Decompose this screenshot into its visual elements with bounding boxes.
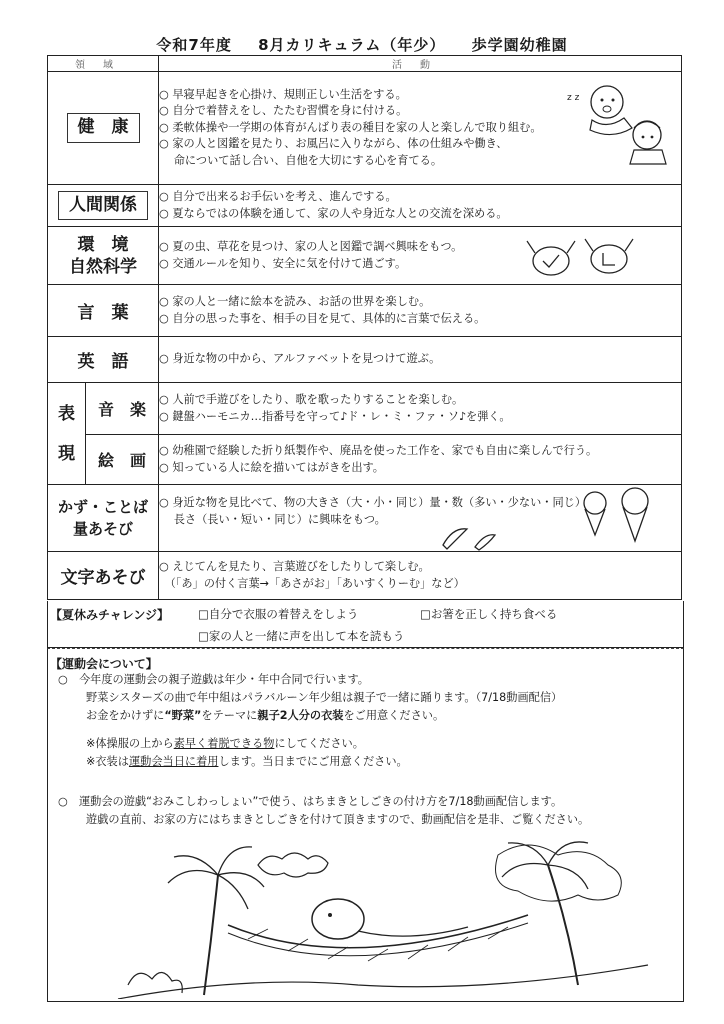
english-item-1: ○ 身近な物の中から、アルファベットを見つけて遊ぶ。 [159,352,441,366]
beach-hammock-illustration [108,835,668,999]
row-numbers [48,485,682,552]
label-environment-2: 自然科学 [69,256,137,277]
row-art [48,435,682,485]
language-item-1: ○ 家の人と一緒に絵本を読み、お話の世界を楽しむ。 [159,294,431,308]
label-expression-1: 表 [58,403,75,424]
challenge-item-2: □お箸を正しく持ち食べる [420,607,558,621]
label-relations: 人間関係 [58,191,148,220]
row-relations [48,185,682,227]
health-item-3: ○ 柔軟体操や一学期の体育がんばり表の種目を家の人と楽しんで取り組む。 [159,120,542,134]
label-english: 英 語 [77,352,129,372]
row-music [48,383,682,435]
label-health: 健 康 [67,113,140,142]
art-item-1: ○ 幼稚園で経験した折り紙製作や、廃品を使った工作を、家でも自由に楽しんで行う。 [159,443,598,457]
row-english [48,337,682,383]
label-letters: 文字あそび [60,568,146,588]
label-music: 音 楽 [97,400,146,419]
row-language [48,285,682,337]
crab-illustration [521,231,641,279]
art-item-2: ○ 知っている人に絵を描いてはがきを出す。 [159,460,384,474]
sports-note-2 [86,753,408,770]
title-era: 令和7年度 [156,36,232,54]
row-health [48,72,682,185]
sports-p1-line1: ○ 今年度の運動会の親子遊戯は年少・年中合同で行います。 [58,673,369,686]
note1-c: にしてください。 [274,737,364,750]
header-activity: 活動 [159,56,682,72]
costume-text-d: 親子2人分の衣装 [257,709,344,722]
sports-p1-line3 [86,707,444,724]
music-item-1: ○ 人前で手遊びをしたり、歌を歌ったりすることを楽しむ。 [159,392,464,406]
note2-c: します。当日までにご用意ください。 [218,755,408,768]
challenge-heading: 【夏休みチャレンジ】 [50,608,170,622]
costume-text-c: をテーマに [201,709,258,722]
letters-item-2: （「あ」の付く言葉→「あさがお」「あいすくりーむ」など） [159,576,465,590]
health-item-4: ○ 家の人と図鑑を見たり、お風呂に入りながら、体の仕組みや働き、 [159,137,508,151]
sports-p2-line2: 遊戯の直前、お家の方にはちまきとしごきを付けて頂きますので、動画配信を是非、ご覧ください。 [86,813,590,826]
note1-a: ※体操服の上から [86,737,174,750]
sports-p1-line2: 野菜シスターズの曲で年中組はパラバルーン年少組は親子で一緒に踊ります。（7/18動画配信） [86,691,563,704]
challenge-item-3: □家の人と一緒に声を出して本を読もう [198,629,405,643]
note2-b: 運動会当日に着用 [128,755,219,768]
label-language: 言 葉 [77,303,129,323]
relations-item-2: ○ 夏ならではの体験を通して、家の人や身近な人との交流を深める。 [159,206,508,220]
label-art: 絵 画 [97,451,146,470]
summer-challenge-section [47,601,684,648]
health-item-2: ○ 自分で着替えをし、たたむ習慣を身に付ける。 [159,104,408,118]
ice-cream-illustration [577,487,657,545]
curriculum-table [47,55,682,600]
note1-b: 素早く着脱できる物 [173,737,275,750]
sports-heading: 【運動会について】 [50,657,158,671]
environment-item-2: ○ 交通ルールを知り、安全に気を付けて過ごす。 [159,256,407,270]
svg-text:z z: z z [567,93,580,103]
row-environment [48,227,682,285]
row-letters [48,552,682,600]
label-environment-1: 環 境 [77,234,129,255]
sleeping-children-illustration [562,80,677,170]
costume-text-e: をご用意ください。 [343,709,445,722]
label-numbers-1: かず・ことば [57,498,148,516]
table-header-row [48,56,682,72]
challenge-item-1: □自分で衣服の着替えをしよう [198,607,359,621]
letters-item-1: ○ えじてんを見たり、言葉遊びをしたりして楽しむ。 [159,559,430,573]
header-domain: 領域 [48,56,159,72]
beans-illustration [439,523,499,551]
language-item-2: ○ 自分の思った事を、相手の目を見て、具体的に言葉で伝える。 [159,311,486,325]
numbers-item-1: ○ 身近な物を見比べて、物の大きさ（大・小・同じ）量・数（多い・少ない・同じ） [159,496,587,509]
title-month: 8月カリキュラム（年少） [258,36,446,54]
title-school: 歩学園幼稚園 [471,36,568,54]
costume-text-b: “野菜” [164,709,202,722]
music-item-2: ○ 鍵盤ハーモニカ…指番号を守って♪ド・レ・ミ・ファ・ソ♪を弾く。 [159,409,511,423]
page-title [0,34,724,55]
label-numbers-2: 量あそび [72,520,133,538]
health-item-1: ○ 早寝早起きを心掛け、規則正しい生活をする。 [159,87,407,101]
costume-text-a: お金をかけずに [86,709,165,722]
note2-a: ※衣装は [86,755,129,768]
relations-item-1: ○ 自分で出来るお手伝いを考え、進んでする。 [159,189,397,203]
sports-note-1 [86,735,364,752]
sports-p2-line1: ○ 運動会の遊戯“おみこしわっしょい”で使う、はちまきとしごきの付け方を7/18動画配信します。 [58,795,563,808]
label-expression-2: 現 [58,443,75,464]
environment-item-1: ○ 夏の虫、草花を見つけ、家の人と図鑑で調べ興味をもつ。 [159,239,463,253]
numbers-item-2: 長さ（長い・短い・同じ）に興味をもつ。 [159,512,386,526]
health-item-5: 命について話し合い、自他を大切にする心を育てる。 [159,153,443,167]
sports-day-section [47,648,684,1002]
